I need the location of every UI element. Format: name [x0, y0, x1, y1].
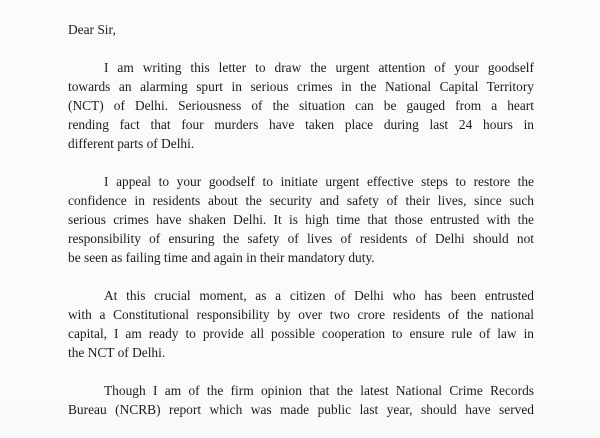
paragraph-line: serious crimes have shaken Delhi. It is high time that those entrusted with the — [68, 212, 534, 227]
paragraph-2 — [68, 172, 534, 267]
paragraph-1 — [68, 58, 534, 153]
paragraph-line: Though I am of the firm opinion that the latest National Crime Records — [104, 383, 534, 398]
paragraph-line: the NCT of Delhi. — [68, 345, 166, 360]
paragraph-line: (NCT) of Delhi. Seriousness of the situation can be gauged from a heart — [68, 98, 534, 113]
paragraph-line: confidence in residents about the security and safety of their lives, since such — [68, 193, 534, 208]
letter-body — [68, 20, 534, 438]
paragraph-line: I appeal to your goodself to initiate urgent effective steps to restore the — [104, 174, 534, 189]
paragraph-line: I am writing this letter to draw the urgent attention of your goodself — [104, 60, 534, 75]
paragraph-line: Bureau (NCRB) report which was made public last year, should have served — [68, 402, 534, 417]
paragraph-line: with a Constitutional responsibility by over two crore residents of the national — [68, 307, 534, 322]
paragraph-line: towards an alarming spurt in serious crimes in the National Capital Territory — [68, 79, 534, 94]
paragraph-line: responsibility of ensuring the safety of lives of residents of Delhi should not — [68, 231, 534, 246]
paragraph-line: rending fact that four murders have taken place during last 24 hours in — [68, 117, 534, 132]
paragraph-3 — [68, 286, 534, 362]
paragraph-line: be seen as failing time and again in their mandatory duty. — [68, 250, 375, 265]
paragraph-line: different parts of Delhi. — [68, 136, 195, 151]
paragraph-4 — [68, 381, 534, 419]
salutation: Dear Sir, — [68, 22, 116, 37]
paragraph-line: capital, I am ready to provide all possible cooperation to ensure rule of law in — [68, 326, 534, 341]
paragraph-line: At this crucial moment, as a citizen of Delhi who has been entrusted — [104, 288, 534, 303]
